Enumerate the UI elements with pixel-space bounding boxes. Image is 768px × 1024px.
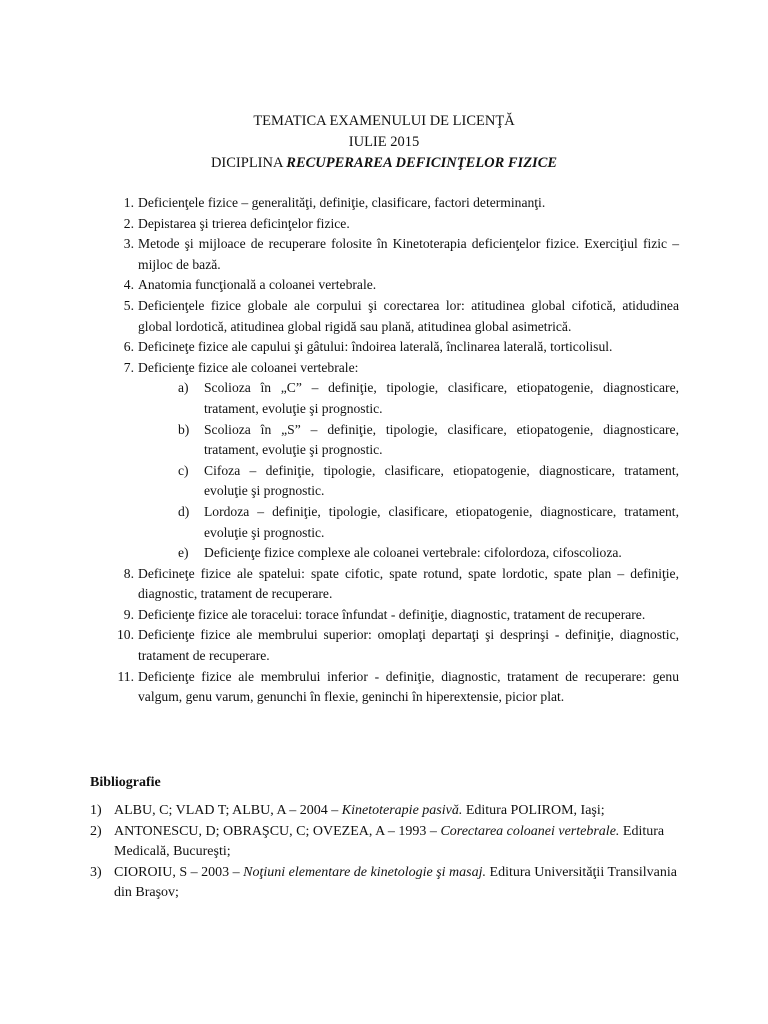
subtopic-item xyxy=(108,502,679,543)
subtopic-letter: a) xyxy=(178,380,189,396)
topic-text: Deficineţe fizice ale capului şi gâtului: îndoirea laterală, înclinarea laterală, torticolisul. xyxy=(138,339,613,355)
topic-number: 3. xyxy=(123,236,134,252)
bibliography-publisher: Editura Medicală, Bucureşti; xyxy=(114,823,665,860)
subtopic-text: Scolioza în „C” – definiţie, tipologie, clasificare, etiopatogenie, diagnosticare, tratament, evoluţie şi prognostic. xyxy=(204,380,679,416)
bibliography-authors: CIOROIU, S – 2003 – xyxy=(114,864,244,880)
topic-text: Deficienţe fizice ale membrului inferior - definiţie, diagnostic, tratament de recuperare: genu valgum, genu varum, genunchi în flexie, geninchi în hiperextensie, picior plat. xyxy=(138,668,679,705)
subtopic-text: Cifoza – definiţie, tipologie, clasificare, etiopatogenie, diagnosticare, tratament, evoluţie şi prognostic. xyxy=(204,462,679,499)
subtopic-letter: e) xyxy=(178,545,189,561)
subtopic-letter: b) xyxy=(178,421,190,437)
subtopic-text: Lordoza – definiţie, tipologie, clasificare, etiopatogenie, diagnosticare, tratament, evoluţie şi prognostic. xyxy=(204,503,679,540)
topic-number: 5. xyxy=(123,297,134,313)
subtopic-item xyxy=(108,543,679,564)
subtopic-item xyxy=(108,420,679,461)
exam-title: TEMATICA EXAMENULUI DE LICENŢĂ xyxy=(253,113,515,129)
topic-text: Deficienţele fizice – generalităţi, definiţie, clasificare, factori determinanţi. xyxy=(138,195,546,210)
discipline-subject: RECUPERAREA DEFICINŢELOR FIZICE xyxy=(286,155,558,171)
bibliography-title: Bibliografie xyxy=(90,775,161,790)
bibliography-list xyxy=(90,801,680,904)
discipline-line xyxy=(0,153,768,173)
subtopic-letter: d) xyxy=(178,503,190,519)
topic-item xyxy=(108,234,679,275)
topic-number: 1. xyxy=(123,195,134,210)
topic-item xyxy=(108,625,679,666)
subtopic-text: Scolioza în „S” – definiţie, tipologie, clasificare, etiopatogenie, diagnosticare, tratament, evoluţie şi prognostic. xyxy=(204,421,679,458)
topic-text: Deficienţele fizice globale ale corpului şi corectarea lor: atitudinea global cifotică, atidudinea global lordotică, atitudinea global rigidă sau plană, atitudinea global asimetrică. xyxy=(138,297,679,334)
subtopic-item xyxy=(108,378,679,419)
bibliography-number: 3) xyxy=(90,864,102,880)
topic-text: Deficienţe fizice ale toracelui: torace înfundat - definiţie, diagnostic, tratament de recuperare. xyxy=(138,606,646,622)
topic-text: Anatomia funcţională a coloanei vertebrale. xyxy=(138,277,377,293)
topic-number: 2. xyxy=(123,215,134,231)
exam-date: IULIE 2015 xyxy=(348,134,420,150)
topic-text: Deficienţe fizice ale membrului superior: omoplaţi departaţi şi desprinşi - definiţie, diagnostic, tratament de recuperare. xyxy=(138,627,679,664)
bibliography-publisher: Editura Universităţii Transilvania din Braşov; xyxy=(114,864,677,901)
topic-item xyxy=(108,275,679,296)
topic-number: 6. xyxy=(123,339,134,355)
topic-item xyxy=(108,358,679,379)
bibliography-number: 1) xyxy=(90,803,102,818)
topic-number: 11. xyxy=(117,668,134,684)
topic-text: Depistarea şi trierea deficinţelor fizice. xyxy=(138,215,350,231)
topic-item xyxy=(108,667,679,708)
bibliography-work: Corectarea coloanei vertebrale. xyxy=(440,823,620,839)
topic-text: Deficienţe fizice ale coloanei vertebrale: xyxy=(138,359,359,375)
subtopic-item xyxy=(108,461,679,502)
topic-item xyxy=(108,214,679,235)
bibliography-authors: ALBU, C; VLAD T; ALBU, A – 2004 – xyxy=(114,803,342,818)
bibliography-publisher: Editura POLIROM, Iaşi; xyxy=(462,803,605,818)
bibliography-authors: ANTONESCU, D; OBRAŞCU, C; OVEZEA, A – 1993 – xyxy=(114,823,441,839)
topic-number: 8. xyxy=(123,565,134,581)
topic-item xyxy=(108,337,679,358)
bibliography-work: Noţiuni elementare de kinetologie şi masaj. xyxy=(243,864,487,880)
bibliography-number: 2) xyxy=(90,823,102,839)
topic-number: 7. xyxy=(123,359,134,375)
topic-number: 10. xyxy=(117,627,134,643)
topics-list xyxy=(108,193,679,708)
discipline-prefix: DICIPLINA xyxy=(210,155,287,171)
topic-item xyxy=(108,296,679,337)
topic-number: 9. xyxy=(123,606,134,622)
bibliography-work: Kinetoterapie pasivă. xyxy=(341,803,463,818)
topic-number: 4. xyxy=(123,277,134,293)
bibliography-item xyxy=(90,801,680,822)
subtopic-letter: c) xyxy=(178,462,189,478)
topic-item xyxy=(108,193,679,214)
topic-item xyxy=(108,564,679,605)
topic-item xyxy=(108,605,679,626)
bibliography-item xyxy=(90,863,680,904)
topic-text: Deficineţe fizice ale spatelui: spate cifotic, spate rotund, spate lordotic, spate plan – definiţie, diagnostic, tratament de recuperare. xyxy=(138,565,679,602)
topic-text: Metode şi mijloace de recuperare folosite în Kinetoterapia deficienţelor fizice. Exerciţiul fizic – mijloc de bază. xyxy=(138,236,679,272)
subtopic-text: Deficienţe fizice complexe ale coloanei vertebrale: cifolordoza, cifoscolioza. xyxy=(204,545,622,561)
bibliography-item xyxy=(90,822,680,863)
